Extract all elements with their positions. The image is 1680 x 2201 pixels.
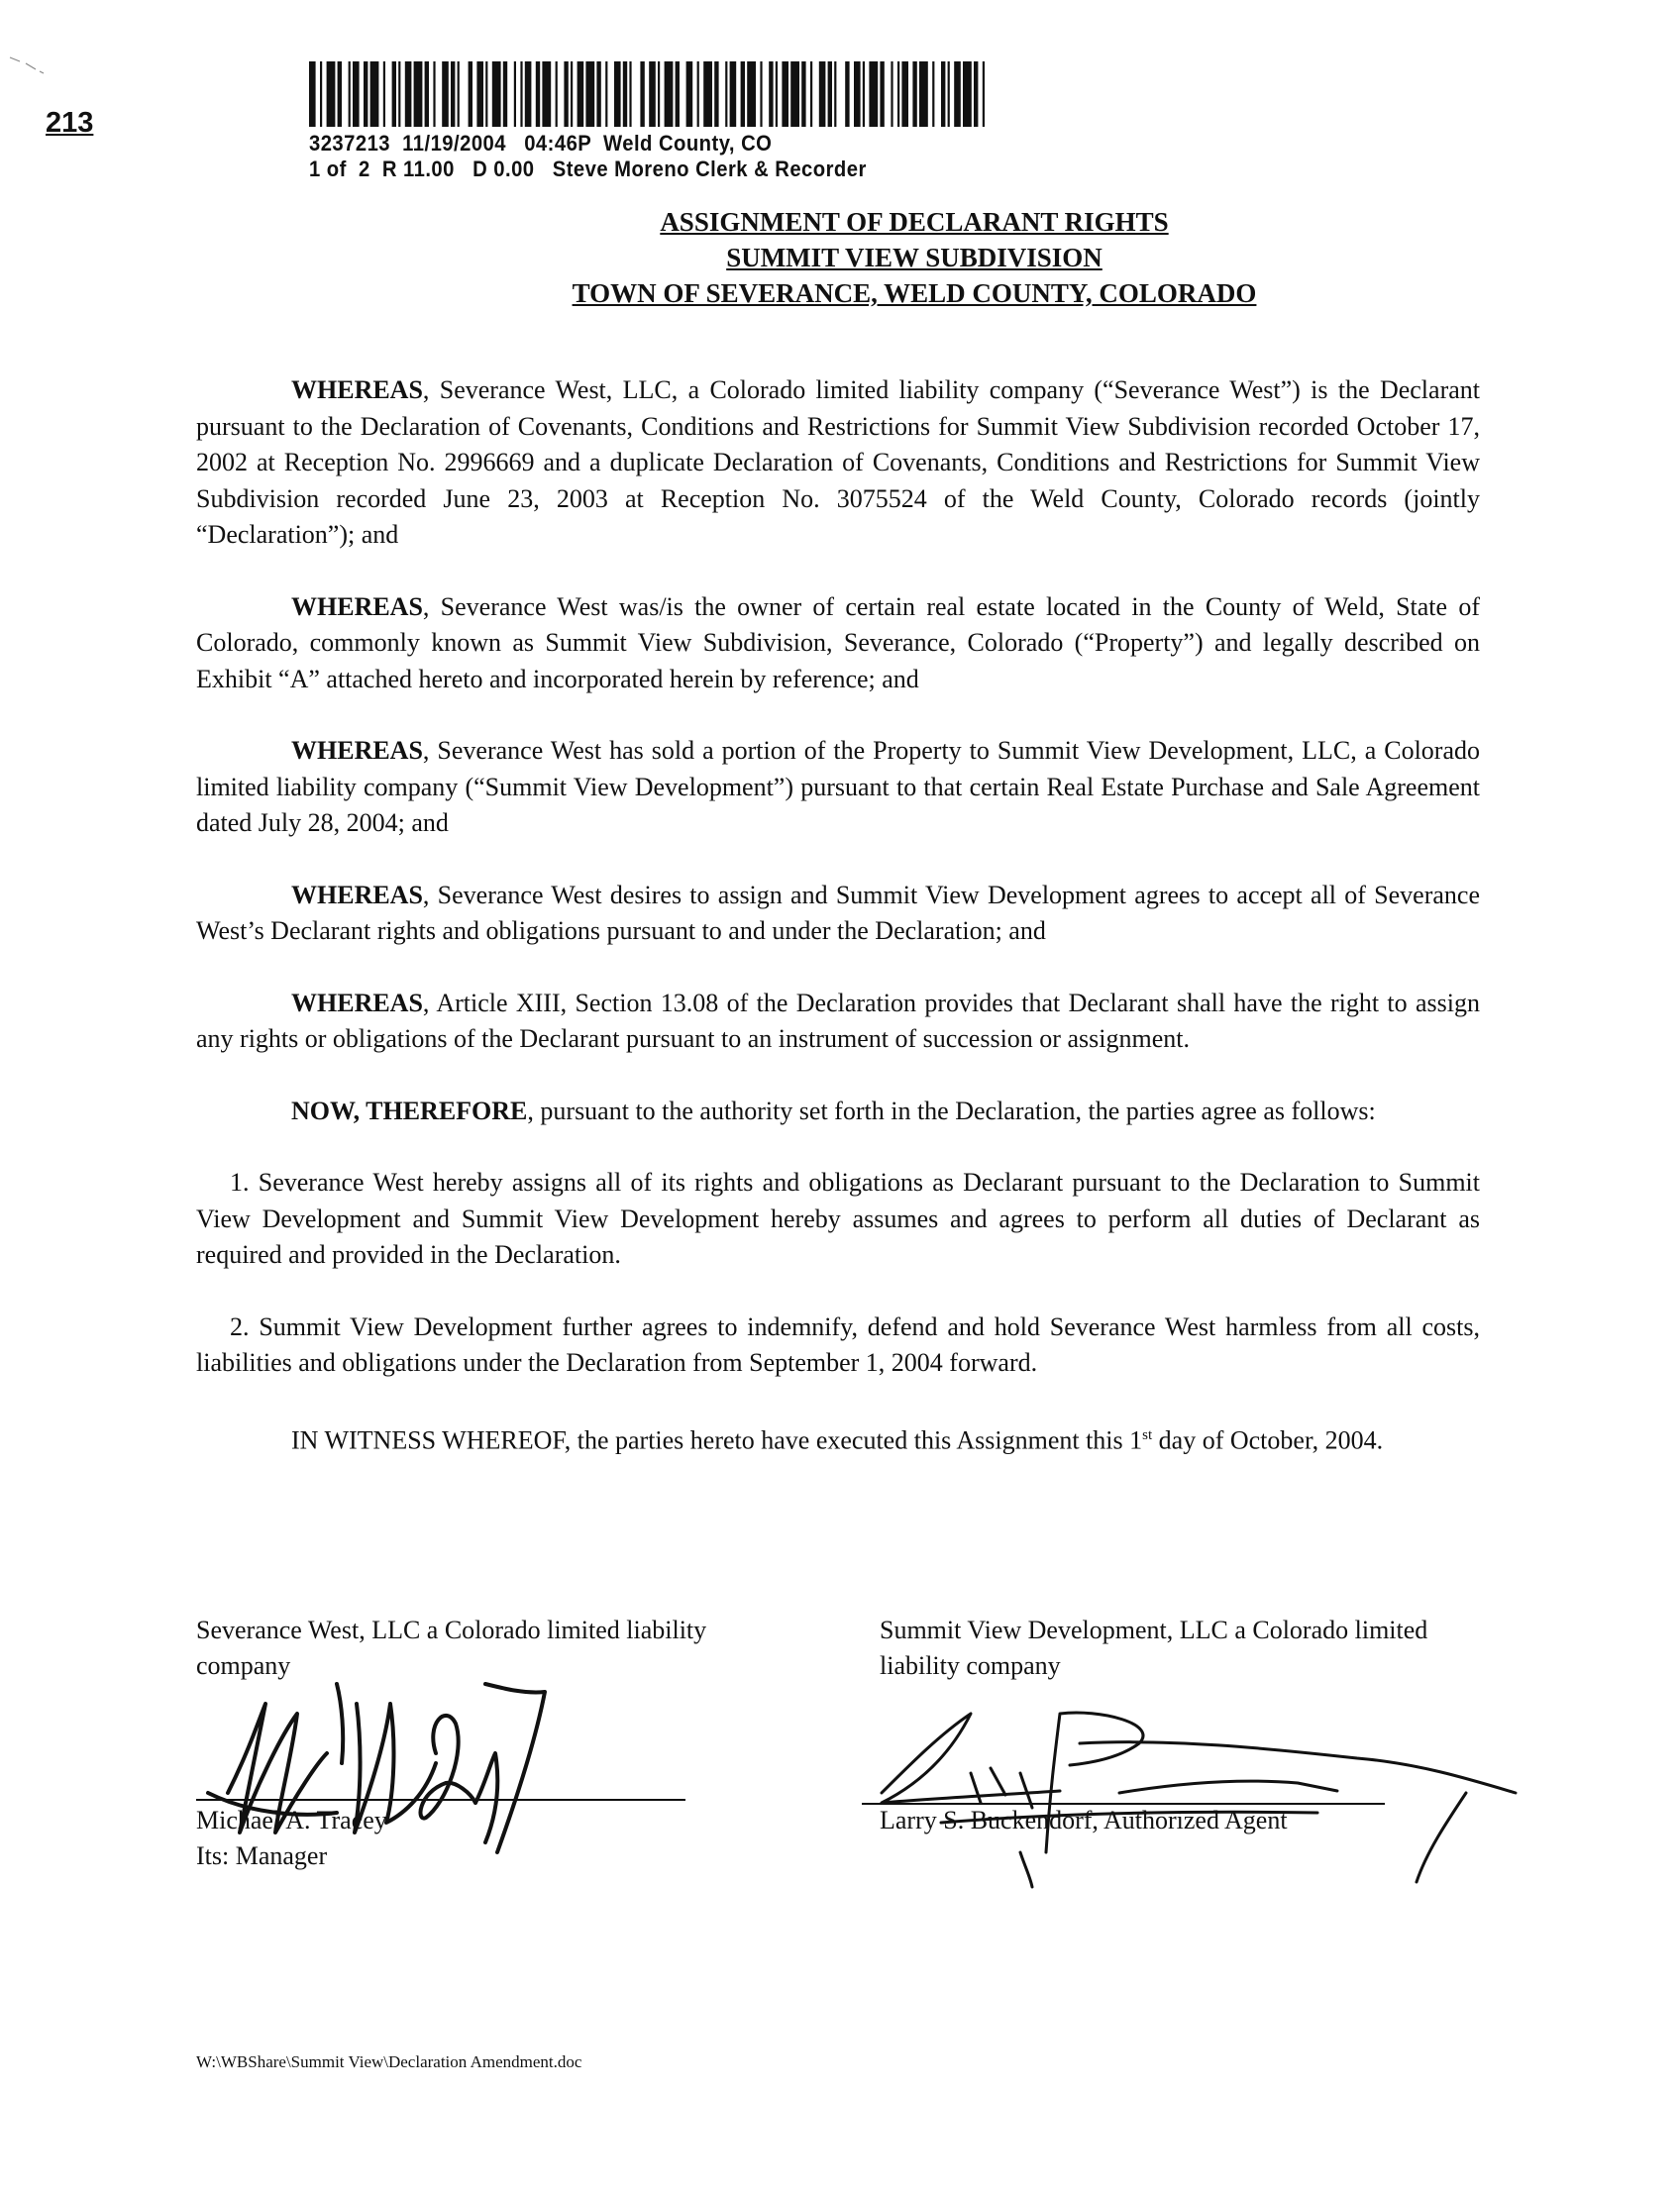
witness-paragraph bbox=[196, 1417, 1480, 1459]
barcode-bar bbox=[370, 61, 379, 127]
barcode-bar bbox=[897, 61, 899, 127]
barcode-bar bbox=[451, 61, 455, 127]
barcode-bar bbox=[963, 61, 972, 127]
paragraph-text: , pursuant to the authority set forth in the Declaration, the parties agree as follows: bbox=[527, 1096, 1376, 1125]
left-signer-title: Its: Manager bbox=[196, 1841, 328, 1870]
barcode-bar bbox=[405, 61, 412, 127]
barcode-bar bbox=[469, 61, 472, 127]
barcode-bar bbox=[919, 61, 928, 127]
barcode-bar bbox=[863, 61, 865, 127]
whereas-lead: WHEREAS bbox=[291, 880, 423, 909]
barcode-bar bbox=[730, 61, 737, 127]
barcode-bar bbox=[514, 61, 516, 127]
barcode-bar bbox=[741, 61, 745, 127]
now-therefore-paragraph bbox=[196, 1094, 1480, 1130]
barcode-bar bbox=[525, 61, 532, 127]
barcode-bar bbox=[309, 61, 316, 127]
barcode-bar bbox=[747, 61, 756, 127]
right-signer-name: Larry S. Buckendorf, Authorized Agent bbox=[880, 1806, 1288, 1834]
barcode-bar bbox=[585, 61, 594, 127]
barcode-bar bbox=[703, 61, 712, 127]
barcode-bar bbox=[834, 61, 836, 127]
barcode-bar bbox=[901, 61, 908, 127]
title-line-3: TOWN OF SEVERANCE, WELD COUNTY, COLORADO bbox=[572, 278, 1257, 308]
scan-mark bbox=[8, 55, 48, 75]
barcode-bar bbox=[320, 61, 322, 127]
recording-stamp-line-1: 3237213 11/19/2004 04:46P Weld County, CO bbox=[309, 131, 773, 156]
barcode-bar bbox=[665, 61, 674, 127]
witness-text: IN WITNESS WHEREOF, the parties hereto have executed this Assignment this 1 bbox=[291, 1425, 1143, 1455]
barcode-bar bbox=[954, 61, 961, 127]
barcode-bar bbox=[676, 61, 680, 127]
barcode-bar bbox=[458, 61, 460, 127]
whereas-lead: WHEREAS bbox=[291, 736, 423, 765]
barcode-bar bbox=[725, 61, 727, 127]
left-signer-name: Michael A. Tracey bbox=[196, 1806, 387, 1834]
barcode-bar bbox=[605, 61, 607, 127]
page-number: 213 bbox=[46, 107, 94, 139]
barcode-bar bbox=[845, 61, 849, 127]
barcode-bar bbox=[810, 61, 812, 127]
numbered-item-2: 2. Summit View Development further agrees to indemnify, defend and hold Severance West harmless from all costs, liabilities and obligations under the Declaration from September 1, 2004 forward. bbox=[196, 1311, 1480, 1377]
left-handwritten-signature bbox=[188, 1644, 565, 1872]
document-title bbox=[0, 204, 1680, 311]
barcode-bar bbox=[327, 61, 336, 127]
left-signatory-entity: Severance West, LLC a Colorado limited liability company bbox=[196, 1616, 707, 1680]
barcode-bar bbox=[714, 61, 718, 127]
witness-text-end: day of October, 2004. bbox=[1152, 1425, 1384, 1455]
barcode-bar bbox=[414, 61, 423, 127]
whereas-paragraph-5 bbox=[196, 986, 1480, 1058]
barcode-bar bbox=[769, 61, 773, 127]
barcode-bar bbox=[686, 61, 693, 127]
barcode-bar bbox=[819, 61, 826, 127]
whereas-lead: WHEREAS bbox=[291, 375, 423, 404]
barcode-bar bbox=[854, 61, 861, 127]
numbered-item-1: 1. Severance West hereby assigns all of its rights and obligations as Declarant pursuant to the Declaration to Summit View Development and Summit View Development hereby assumes and agrees to perform all duties of Declarant as required and provided in the Declaration. bbox=[196, 1168, 1480, 1269]
barcode-bar bbox=[520, 61, 522, 127]
barcode-bar bbox=[349, 61, 351, 127]
barcode-bar bbox=[338, 61, 342, 127]
barcode-bar bbox=[503, 61, 507, 127]
barcode-bar bbox=[623, 61, 627, 127]
barcode-bar bbox=[614, 61, 621, 127]
barcode-bar bbox=[790, 61, 799, 127]
barcode-bar bbox=[948, 61, 950, 127]
witness-ordinal: st bbox=[1142, 1426, 1153, 1443]
barcode-bar bbox=[640, 61, 644, 127]
barcode-bar bbox=[425, 61, 429, 127]
barcode-bar bbox=[492, 61, 501, 127]
whereas-paragraph-2 bbox=[196, 589, 1480, 698]
barcode-bar bbox=[433, 61, 435, 127]
barcode-bar bbox=[658, 61, 660, 127]
barcode-bar bbox=[383, 61, 385, 127]
barcode-bar bbox=[571, 61, 573, 127]
barcode-bar bbox=[596, 61, 600, 127]
barcode-bar bbox=[542, 61, 551, 127]
barcode-bar bbox=[649, 61, 656, 127]
paragraph-text: , Severance West desires to assign and Summit View Development agrees to accept all of Severance West’s Declarant rights and obligations pursuant to and under the Declaration; and bbox=[196, 880, 1480, 945]
whereas-lead: WHEREAS bbox=[291, 591, 423, 621]
file-path-footer: W:\WBShare\Summit View\Declaration Amendment.doc bbox=[196, 2052, 582, 2071]
barcode-bar bbox=[556, 61, 558, 127]
barcode-bar bbox=[364, 61, 368, 127]
recording-stamp-line-2: 1 of 2 R 11.00 D 0.00 Steve Moreno Clerk & Recorder bbox=[309, 157, 867, 181]
right-signatory-entity: Summit View Development, LLC a Colorado limited liability company bbox=[880, 1616, 1428, 1680]
barcode-bar bbox=[476, 61, 483, 127]
barcode-bar bbox=[697, 61, 699, 127]
barcode-bar bbox=[801, 61, 805, 127]
paragraph-text: , Severance West has sold a portion of the Property to Summit View Development, LLC, a Colorado limited liability company (“Summit View Development”) pursuant to that certain Real Estate Purchase and Sale Agreement dated July 28, 2004; and bbox=[196, 736, 1480, 837]
barcode-bar bbox=[760, 61, 762, 127]
barcode-bar bbox=[536, 61, 540, 127]
title-line-2: SUMMIT VIEW SUBDIVISION bbox=[726, 243, 1102, 272]
barcode-bar bbox=[932, 61, 934, 127]
barcode-bar bbox=[869, 61, 878, 127]
whereas-paragraph-3 bbox=[196, 733, 1480, 842]
barcode-bar bbox=[880, 61, 884, 127]
barcode-bar bbox=[828, 61, 832, 127]
barcode-bar bbox=[629, 61, 631, 127]
barcode-bar bbox=[974, 61, 978, 127]
right-handwritten-signature bbox=[822, 1684, 1535, 1892]
barcode bbox=[309, 61, 989, 127]
barcode-bar bbox=[983, 61, 985, 127]
barcode-bar bbox=[398, 61, 400, 127]
barcode-bar bbox=[941, 61, 945, 127]
barcode-bar bbox=[485, 61, 487, 127]
barcode-bar bbox=[353, 61, 360, 127]
document-body bbox=[196, 372, 1480, 1495]
whereas-paragraph-4 bbox=[196, 878, 1480, 950]
barcode-bar bbox=[578, 61, 584, 127]
barcode-bar bbox=[912, 61, 916, 127]
whereas-paragraph-1 bbox=[196, 372, 1480, 554]
barcode-bar bbox=[564, 61, 568, 127]
now-therefore-lead: NOW, THEREFORE bbox=[291, 1096, 528, 1125]
title-line-1: ASSIGNMENT OF DECLARANT RIGHTS bbox=[660, 207, 1169, 237]
paragraph-text: , Severance West, LLC, a Colorado limited liability company (“Severance West”) is the Declarant pursuant to the Declaration of Covenants, Conditions and Restrictions for Summit View Subdivision recorded October 17, 2002 at Reception No. 2996669 and a duplicate Declaration of Covenants, Conditions and Restrictions for Summit View Subdivision recorded June 23, 2003 at Reception No. 3075524 of the Weld County, Colorado records (jointly “Declaration”); and bbox=[196, 375, 1480, 549]
barcode-bar bbox=[442, 61, 449, 127]
paragraph-text: , Article XIII, Section 13.08 of the Declaration provides that Declarant shall have the right to assign any rights or obligations of the Declarant pursuant to an instrument of succession or assignment. bbox=[196, 988, 1480, 1053]
barcode-bar bbox=[776, 61, 778, 127]
barcode-bar bbox=[782, 61, 788, 127]
whereas-lead: WHEREAS bbox=[291, 988, 423, 1017]
paragraph-text: , Severance West was/is the owner of certain real estate located in the County of Weld, State of Colorado, commonly known as Summit View Subdivision, Severance, Colorado (“Property”) and legally described on Exhibit “A” attached hereto and incorporated herein by reference; and bbox=[196, 591, 1480, 693]
barcode-bar bbox=[392, 61, 396, 127]
barcode-bar bbox=[891, 61, 892, 127]
